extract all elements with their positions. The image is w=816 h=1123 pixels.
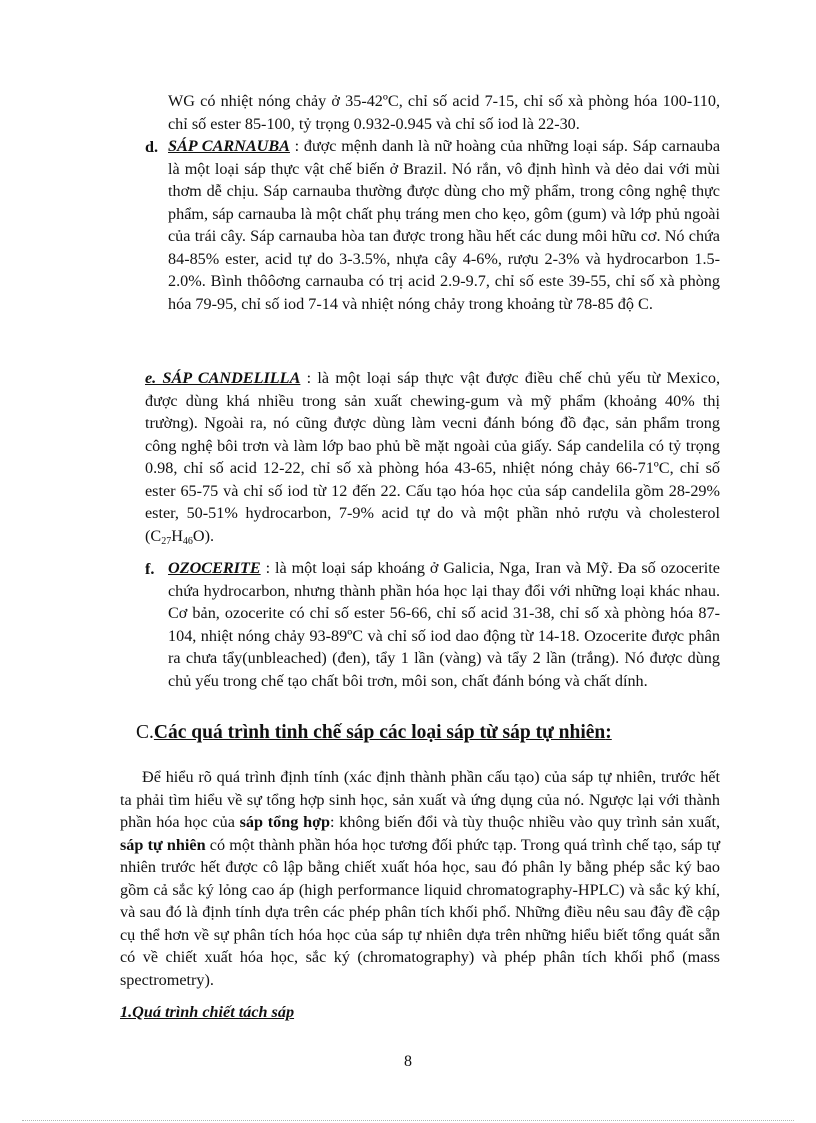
section-c-text-2: : không biến đổi và tùy thuộc nhiều vào quy trình sản xuất, [330, 813, 720, 831]
wax-ozocerite-text: : là một loại sáp khoáng ở Galicia, Nga, Iran và Mỹ. Đa số ozocerite chứa hydrocarbon, nhưng thành phần hóa học lại thay đổi với những loại khác nhau. Cơ bản, ozocerite có chỉ số ester 56-66, chỉ số acid 31-38, chỉ số xà phòng hóa 87-104, nhiệt nóng chảy 93-89ºC và chỉ số iod dao động từ 14-18. Ozocerite được phân ra chưa tẩy(unbleached) (đen), tẩy 1 lần (vàng) và tẩy 2 lần (trắng). Nó được dùng chủ yếu trong chế tạo chất bôi trơn, môi son, chất đánh bóng và chất dính. [168, 559, 720, 690]
wax-candelilla-text: : là một loại sáp thực vật được điều chế chủ yếu từ Mexico, được dùng khá nhiều trong sản xuất chewing-gum và mỹ phẩm (khoảng 40% thị trường). Ngoài ra, nó cũng được dùng làm vecni đánh bóng đồ đạc, sản phẩm trong công nghệ bôi trơn và làm lớp bao phủ bề mặt ngoài của giấy. Sáp candelila có tỷ trọng 0.98, chỉ số acid 12-22, chỉ số xà phòng hóa 43-65, nhiệt nóng chảy 66-71ºC, chỉ số ester 65-75 và chỉ số iod từ 12 đến 22. Cấu tạo hóa học của sáp candelila gồm 28-29% ester, 50-51% hydrocarbon, 7-9% acid tự do và một phần nhỏ rượu và cholesterol (C [145, 369, 720, 545]
section-c-heading [136, 722, 612, 744]
formula-h: H [171, 526, 183, 545]
item-f-marker: f. [145, 560, 155, 578]
wax-carnauba-text: : được mệnh danh là nữ hoàng của những loại sáp. Sáp carnauba là một loại sáp thực vật chế biến ở Brazil. Nó rắn, vô định hình và dẻo dai với mùi thơm dễ chịu. Sáp carnauba thường được dùng cho mỹ phẩm, trong công nghệ thực phẩm, sáp carnauba là một chất phụ tráng men cho kẹo, gôm (gum) và lớp phủ ngoài của trái cây. Sáp carnauba hòa tan được trong hầu hết các dung môi hữu cơ. Nó chứa 84-85% ester, acid tự do 3-3.5%, nhựa cây 4-6%, rượu 2-3% và hydrocarbon 1.5-2.0%. Bình thôôơng carnauba có trị acid 2.9-9.7, chỉ số este 39-55, chỉ số xà phòng hóa 79-95, chỉ số iod 7-14 và nhiệt nóng chảy trong khoảng từ 78-85 độ C. [168, 137, 721, 313]
wax-ozocerite-paragraph [168, 557, 720, 692]
section-c-text-1: Để hiểu rõ quá trình định tính (xác định thành phần cấu tạo) của sáp tự nhiên, trước hết ta phải tìm hiểu về sự tổng hợp sinh học, sản xuất và ứng dụng của nó. Ngược lại với thành phần hóa học của [120, 768, 720, 831]
page-bottom-divider [22, 1120, 794, 1121]
subsection-extraction-heading: 1.Quá trình chiết tách sáp [120, 1003, 295, 1021]
item-d-marker: d. [145, 138, 159, 156]
formula-c-subscript: 27 [161, 535, 172, 547]
section-c-prefix: C. [136, 722, 154, 743]
wax-candelilla-title: e. SÁP CANDELILLA [145, 369, 301, 387]
formula-h-subscript: 46 [182, 535, 193, 547]
wax-ozocerite-title: OZOCERITE [168, 559, 261, 577]
wax-carnauba-title: SÁP CARNAUBA [168, 137, 290, 155]
wax-candelilla-paragraph [145, 367, 720, 547]
section-c-colon: : [605, 722, 612, 743]
formula-end: O). [192, 526, 215, 545]
synthetic-wax-term: sáp tổng hợp [239, 813, 331, 831]
page-number: 8 [404, 1053, 412, 1070]
wax-carnauba-paragraph [168, 135, 720, 315]
section-c-paragraph [120, 766, 720, 991]
natural-wax-term: sáp tự nhiên [120, 835, 206, 854]
wax-c-continuation: WG có nhiệt nóng chảy ở 35-42ºC, chỉ số acid 7-15, chỉ số xà phòng hóa 100-110, chỉ số ester 85-100, tỷ trọng 0.932-0.945 và chỉ số iod là 22-30. [168, 92, 720, 133]
section-c-text-3: có một thành phần hóa học tương đối phức tạp. Trong quá trình chế tạo, sáp tự nhiên trước hết được cô lập bằng chiết xuất hóa học, sau đó phân ly bằng phép sắc ký bao gồm cả sắc ký lỏng cao áp (high performance liquid chromatography-HPLC) và sắc ký khí, và sau đó là định tính dựa trên các phép phân tích khối phổ. Những điều nêu sau đây đề cập cụ thể hơn về sự phân tích hóa học của sáp tự nhiên dựa trên những hiểu biết tổng quát sẵn có về chiết xuất hóa học, sắc ký (chromatography) và phép phân tích khối phổ (mass spectrometry). [120, 835, 720, 989]
section-c-title: Các quá trình tinh chế sáp các loại sáp từ sáp tự nhiên [153, 722, 606, 743]
